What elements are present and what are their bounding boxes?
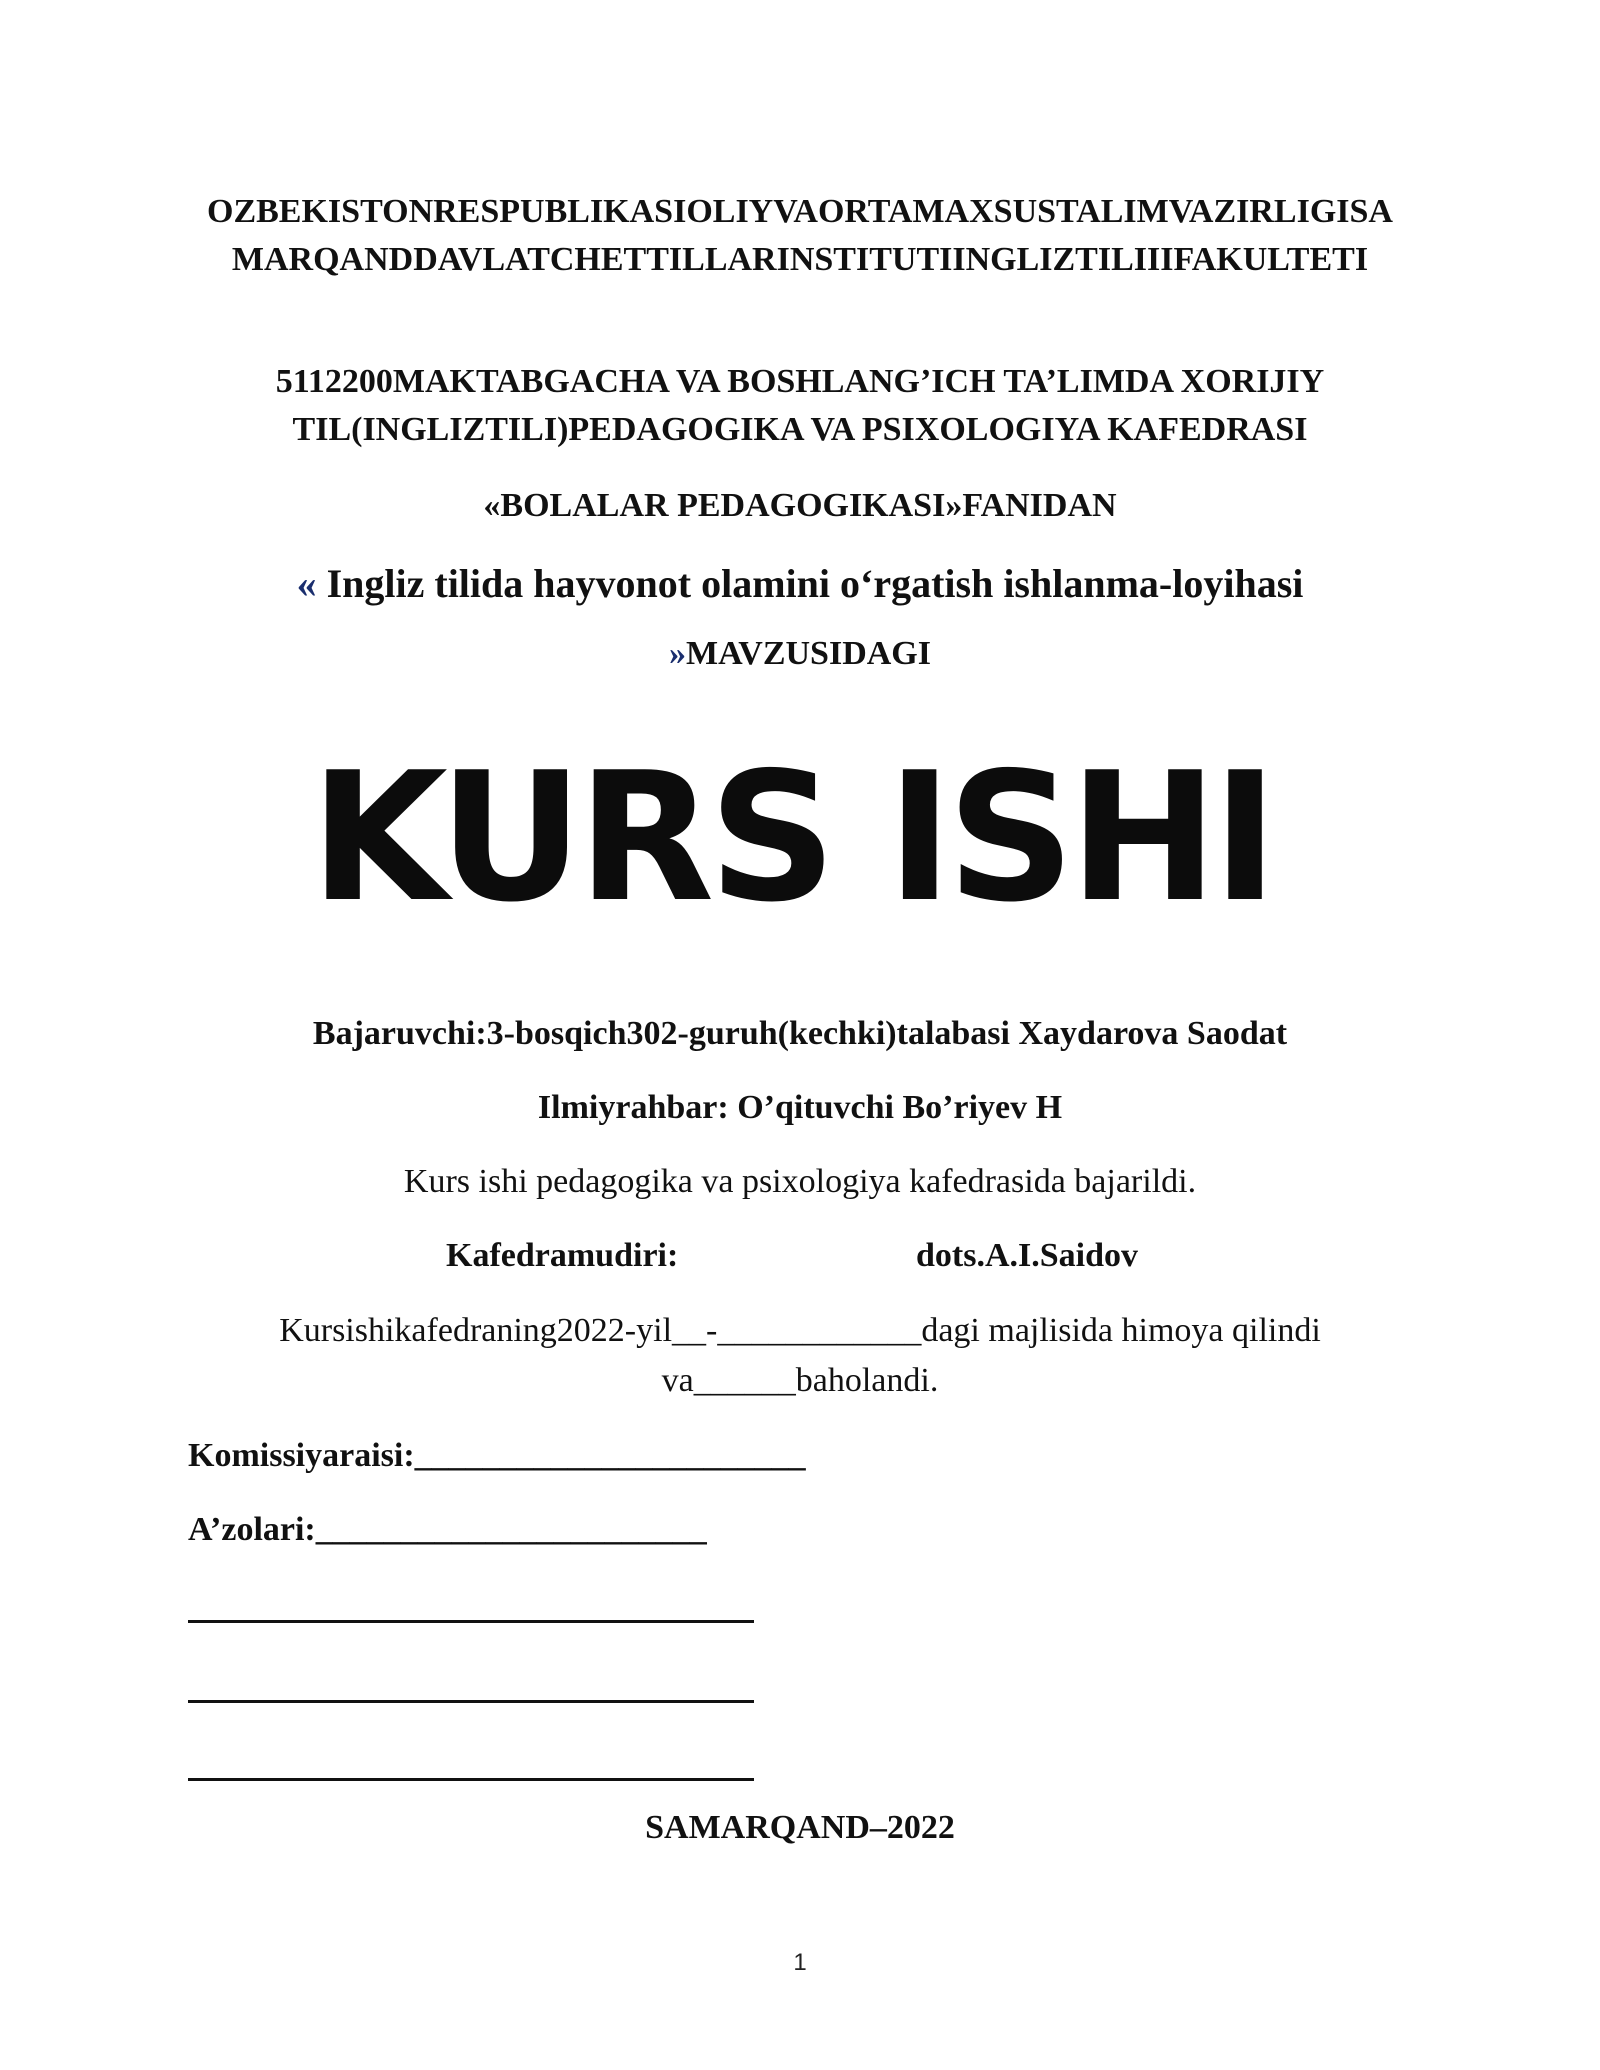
defended-note: Kursishikafedraning2022-yil__-____________dagi majlisida himoya qilindi va______baholandi. xyxy=(279,1312,1321,1399)
topic-title xyxy=(150,556,1450,612)
department-head-row xyxy=(0,1232,1600,1280)
main-title: KURS ISHI xyxy=(310,734,1273,941)
department-heading: 5112200MAKTABGACHA VA BOSHLANG’ICH TA’LIMDA XORIJIY TIL(INGLIZTILI)PEDAGOGIKA VA PSIXOLOGIYA KAFEDRASI xyxy=(275,363,1325,448)
topic-suffix xyxy=(150,630,1450,678)
completed-note: Kurs ishi pedagogika va psixologiya kafedrasida bajarildi. xyxy=(403,1163,1197,1200)
topic-close-quote: » xyxy=(669,635,686,672)
signature-blank-line xyxy=(188,1778,754,1781)
department-head-name: dots.A.I.Saidov xyxy=(916,1237,1139,1274)
performer-line: Bajaruvchi:3-bosqich302-guruh(kechki)talabasi Xaydarova Saodat xyxy=(312,1015,1288,1052)
commission-chair-line: Komissiyaraisi:_______________________ xyxy=(188,1437,806,1474)
signature-blank-line xyxy=(188,1700,754,1703)
topic-title-text: Ingliz tilida hayvonot olamini o‘rgatish ishlanma-loyihasi xyxy=(316,561,1304,606)
supervisor-line: Ilmiyrahbar: O’qituvchi Bo’riyev H xyxy=(537,1089,1063,1126)
topic-suffix-text: MAVZUSIDAGI xyxy=(686,635,931,672)
topic-open-quote: « xyxy=(296,561,317,606)
members-line: A’zolari:_______________________ xyxy=(188,1511,707,1548)
city-year: SAMARQAND–2022 xyxy=(645,1809,955,1846)
subject-heading: «BOLALAR PEDAGOGIKASI»FANIDAN xyxy=(483,487,1117,524)
page-number: 1 xyxy=(793,1949,807,1976)
signature-blank-line xyxy=(188,1620,754,1623)
ministry-heading: OZBEKISTONRESPUBLIKASIOLIYVAORTAMAXSUSTALIMVAZIRLIGISAMARQANDDAVLATCHETTILLARINSTITUTIINGLIZTILIIIFAKULTETI xyxy=(207,193,1393,278)
department-head-label: Kafedramudiri: xyxy=(446,1237,679,1274)
